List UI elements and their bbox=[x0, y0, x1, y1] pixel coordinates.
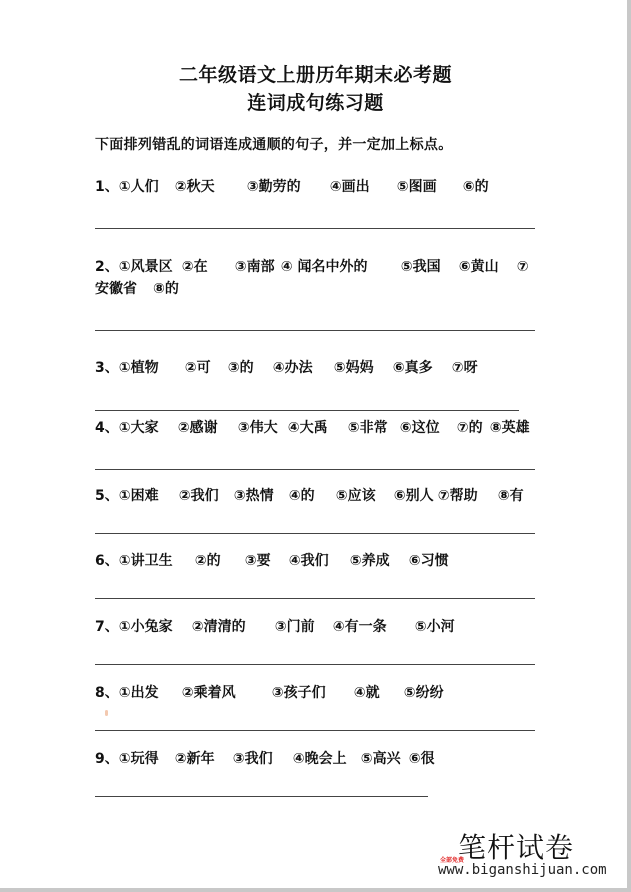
word: ②新年 bbox=[174, 751, 215, 767]
word: ①困难 bbox=[118, 488, 159, 504]
watermark-brand: 笔杆试卷 bbox=[458, 831, 575, 864]
word: ⑤非常 bbox=[347, 420, 388, 436]
question-number: 3、 bbox=[95, 360, 119, 376]
question-number: 7、 bbox=[95, 619, 119, 635]
word: ⑥的 bbox=[462, 179, 489, 195]
word: ④我们 bbox=[288, 553, 329, 569]
document-title: 二年级语文上册历年期末必考题 bbox=[178, 64, 452, 86]
word: ④有一条 bbox=[332, 619, 387, 635]
watermark-url: www.biganshijuan.com bbox=[438, 862, 607, 878]
question-8 bbox=[95, 682, 444, 702]
word: ③的 bbox=[227, 360, 254, 376]
word: ①植物 bbox=[118, 360, 159, 376]
word: ⑥很 bbox=[408, 751, 435, 767]
answer-line[interactable] bbox=[95, 330, 535, 331]
word: ⑥别人 bbox=[393, 488, 434, 504]
question-number: 2、 bbox=[95, 259, 119, 275]
word: ⑧有 bbox=[497, 488, 524, 504]
word: ②在 bbox=[181, 259, 208, 275]
word: ⑦的 bbox=[456, 420, 483, 436]
word: 安徽省 bbox=[95, 281, 137, 297]
question-2-continuation bbox=[95, 278, 179, 298]
word: ②秋天 bbox=[174, 179, 215, 195]
word: ⑥真多 bbox=[392, 360, 433, 376]
word: ⑧英雄 bbox=[489, 420, 530, 436]
word: ③热情 bbox=[233, 488, 274, 504]
word: ③伟大 bbox=[237, 420, 278, 436]
word: ⑤妈妈 bbox=[333, 360, 374, 376]
question-3 bbox=[95, 357, 478, 377]
question-6 bbox=[95, 550, 449, 570]
word: ⑤我国 bbox=[400, 259, 441, 275]
word: ⑥这位 bbox=[399, 420, 440, 436]
answer-line[interactable] bbox=[95, 664, 535, 665]
word: ①玩得 bbox=[118, 751, 159, 767]
answer-line[interactable] bbox=[95, 598, 535, 599]
word: ④ 闻名中外的 bbox=[280, 259, 368, 275]
question-1 bbox=[95, 176, 489, 196]
question-number: 6、 bbox=[95, 553, 119, 569]
word: ⑤图画 bbox=[396, 179, 437, 195]
word: ②清清的 bbox=[191, 619, 246, 635]
word: ④晚会上 bbox=[292, 751, 347, 767]
word: ①大家 bbox=[118, 420, 159, 436]
word: ③南部 bbox=[234, 259, 275, 275]
question-number: 4、 bbox=[95, 420, 119, 436]
word: ②可 bbox=[184, 360, 211, 376]
word: ③勤劳的 bbox=[246, 179, 301, 195]
word: ⑤高兴 bbox=[360, 751, 401, 767]
word: ⑤应该 bbox=[335, 488, 376, 504]
word: ④的 bbox=[288, 488, 315, 504]
word: ⑤养成 bbox=[349, 553, 390, 569]
word: ⑦呀 bbox=[451, 360, 478, 376]
word: ③门前 bbox=[274, 619, 315, 635]
word: ⑧的 bbox=[153, 281, 179, 297]
word: ④办法 bbox=[272, 360, 313, 376]
word: ②感谢 bbox=[177, 420, 218, 436]
answer-line[interactable] bbox=[95, 410, 519, 411]
word: ①讲卫生 bbox=[118, 553, 173, 569]
word: ④画出 bbox=[329, 179, 370, 195]
answer-line[interactable] bbox=[95, 469, 535, 470]
question-number: 1、 bbox=[95, 179, 119, 195]
answer-line[interactable] bbox=[95, 796, 428, 797]
word: ③我们 bbox=[232, 751, 273, 767]
answer-line[interactable] bbox=[95, 533, 535, 534]
word: ⑥习惯 bbox=[408, 553, 449, 569]
word: ②的 bbox=[194, 553, 221, 569]
question-number: 5、 bbox=[95, 488, 119, 504]
word: ⑦帮助 bbox=[437, 488, 478, 504]
word: ①风景区 bbox=[118, 259, 173, 275]
word: ⑤小河 bbox=[414, 619, 455, 635]
word: ②乘着风 bbox=[181, 685, 236, 701]
word: ①出发 bbox=[118, 685, 159, 701]
word: ②我们 bbox=[178, 488, 219, 504]
instruction-text: 下面排列错乱的词语连成通顺的句子，并一定加上标点。 bbox=[95, 137, 453, 153]
word: ③要 bbox=[244, 553, 271, 569]
question-7 bbox=[95, 616, 455, 636]
question-2 bbox=[95, 256, 529, 276]
answer-line[interactable] bbox=[95, 730, 535, 731]
question-9 bbox=[95, 748, 435, 768]
word: ③孩子们 bbox=[271, 685, 326, 701]
scan-speck bbox=[105, 710, 108, 716]
question-5 bbox=[95, 485, 524, 505]
question-number: 8、 bbox=[95, 685, 119, 701]
word: ⑥黄山 bbox=[458, 259, 499, 275]
question-number: 9、 bbox=[95, 751, 119, 767]
word: ⑤纷纷 bbox=[403, 685, 444, 701]
word: ④就 bbox=[353, 685, 380, 701]
document-subtitle: 连词成句练习题 bbox=[247, 92, 384, 114]
word: ①小兔家 bbox=[118, 619, 173, 635]
word: ④大禹 bbox=[287, 420, 328, 436]
word: ⑦ bbox=[516, 259, 529, 275]
word: ①人们 bbox=[118, 179, 159, 195]
question-4 bbox=[95, 417, 530, 437]
answer-line[interactable] bbox=[95, 228, 535, 229]
watermark-tag: 全部免费 bbox=[440, 857, 465, 864]
